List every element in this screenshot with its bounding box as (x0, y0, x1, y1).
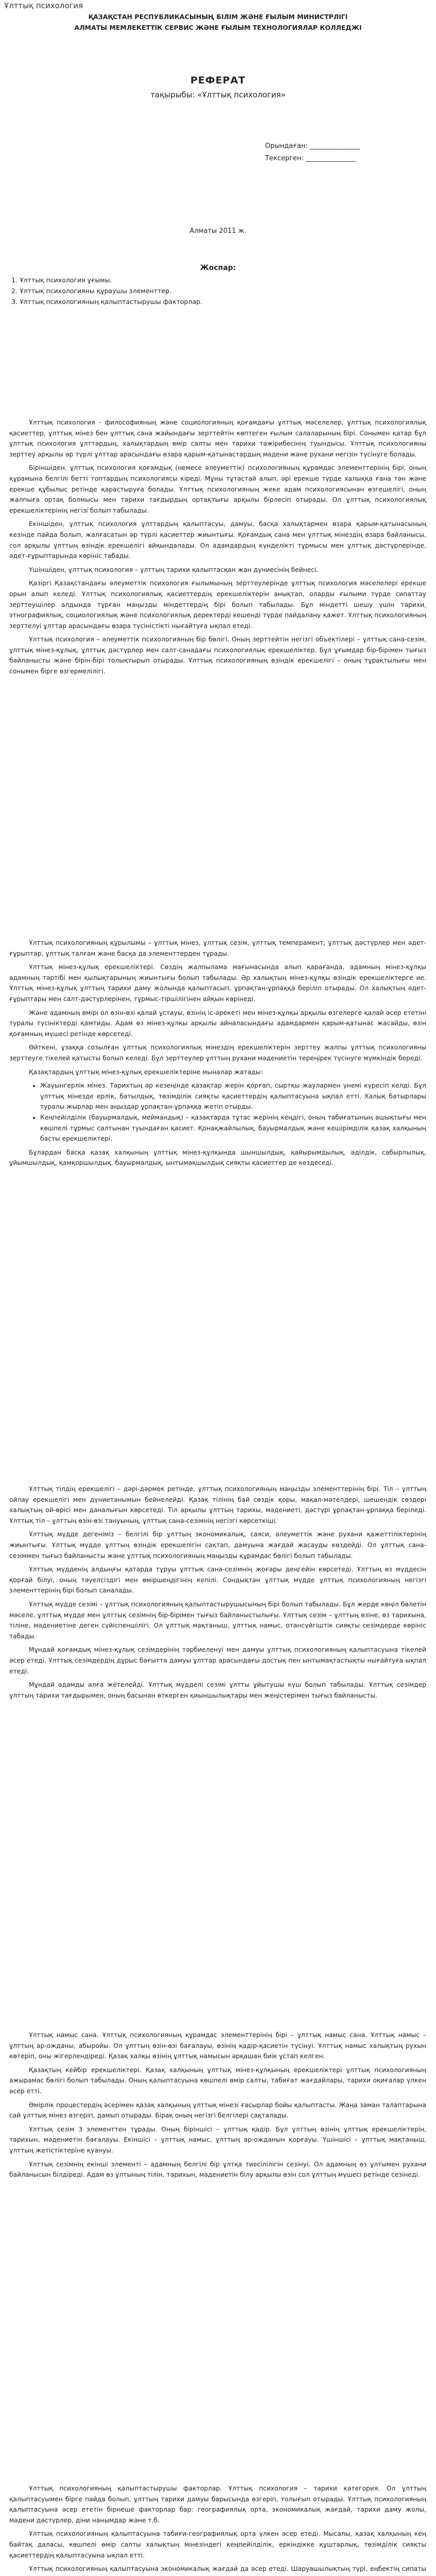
paragraph: Және адамның өмірі ол өзін-өзі қалай ұстауы, өзінің іс-әрекеті мен мінез-құлқы арқылы өзгелерге қалай әсер ететіні туралы түсініктерді қамтиды. Адам өз мінез-құлқы арқылы айналасындағы адамдармен қарым-қатынас жасайды, өзін қоғамның мүшесі ретінде көрсетеді. (9, 1009, 426, 1038)
checker-line: Тексерген: _______________ (265, 155, 356, 162)
paragraph: Біріншіден, ұлттық психология қоғамдық (немесе әлеуметтік) психологияның құрамдас элементтерінің бірі, оның құрамына белгілі бетті топтардың психологиясы кіреді. Мұны тұтастай алып, әрі ерекше түрде халыққа ғана тән және ерекше құбылыс ретінде қарастыруға болады. Ұлттық психологияның жеке адам психологиясынан өзгешелігі, оның жалпыға ортақ болмысы мен тарихи тағдырдың ортақтығы арқылы бірлесіп отырады. Ол ұлттық психологиялық ерекшеліктерінің негізі болып табылады. (9, 464, 426, 514)
paragraph: Қазіргі Қазақстандағы әлеуметтік психология ғылымының зерттеулерінде ұлттық психология мәселелері ерекше орын алып келеді. Ұлттық психологиялық қасиеттердің ерекшеліктерін анықтап, оларды ғылыми түрде сипаттау зерттеушілер алдында тұрған маңызды міндеттердің бірі болып табылады. Бұл міндетті шешу үшін тарихи, этнографиялық, социологиялық және психологиялық деректерді кешенді түрде пайдалану қажет. Ұлттық психологияның зерттелуі ұлттар арасындағы өзара түсіністікті нығайтуға ықпал етеді. (9, 580, 426, 630)
ministry-header: ҚАЗАҚСТАН РЕСПУБЛИКАСЫНЫҢ БІЛІМ ЖӘНЕ ҒЫЛЫМ МИНИСТРЛІГІ (88, 13, 348, 21)
paragraph: Ұлттық мүдде дегеніміз – белгілі бір ұлттың экономикалық, саяси, әлеуметтік және рухани қажеттіліктерінің жиынтығы. Ұлттық мүдде ұлттың өзіндік ерекшелігін сақтап, дамуына жағдай жасауды көздейді. Ол ұлттық сана-сезіммен тығыз байланысты және ұлттық психологияның маңызды құрамдас бөлігі болып табылады. (9, 1531, 426, 1560)
list-item: • Жауынгерлік мінез. Тарихтың әр кезеңінде қазақтар жерін қорғап, сыртқы жаулармен үнемі күресіп келді. Бұл ұлттық мінезде ерлік, батылдық, төзімділік сияқты қасиеттердің қалыптасуына ықпал етті. Халық батырлары туралы жырлар мен аңыздар ұрпақтан-ұрпаққа жетіп отырды. (40, 1080, 426, 1112)
section-elements (9, 938, 426, 1168)
section-honor (9, 2030, 426, 2180)
toc-item: 3. Ұлттық психологияның қалыптастырушы факторлар. (20, 296, 202, 307)
document-type: РЕФЕРАТ (190, 75, 246, 86)
paragraph: Мұндай адамды алға жетелейді. Ұлттық мүдделі сезімі ұлтты ұйытушы күш болып табылады. Ұлттық сезімдер ұлттың тарихи тағдырымен, оның басынан өткерген қиыншылықтары мен жеңістерімен тығыз байланысты. (9, 1681, 426, 1699)
performer-line: Орындаған: _______________ (265, 142, 360, 150)
section-factors (9, 2483, 426, 2576)
toc-item: 1. Ұлттық психология ұғымы. (20, 275, 202, 285)
page-title: Ұлттық психология (4, 1, 83, 10)
paragraph: Өмірлік процестердің әсерімен қазақ халқының ұлттық мінезі ғасырлар бойы қалыптасты. Жаңа заман талаптарына сай ұлттық мінез өзгеріп, дамып отырады. Бірақ оның негізгі белгілері сақталады. (9, 2101, 426, 2120)
toc-item: 2. Ұлттық психологияны құраушы элементтер. (20, 285, 202, 296)
section-language (9, 1484, 426, 1701)
paragraph: Ұлттық мүдде сезімі – ұлттық психологияның қалыптастырушысының бірі болып табылады. Бұл жерде көңіл бөлетін мәселе, ұлттық мүдде мен ұлттық сезімнің бір-бірімен тығыз байланыстылығы. Ұлттық сезім – ұлттың өзіне, өз тарихына, тіліне, мәдениетіне деген сүйіспеншілігі. Ол ұлттық мақтаныш, ұлттық намыс, отансүйгіштік сияқты сезімдерде көрініс табады. (9, 1600, 426, 1640)
paragraph: Екіншіден, ұлттық психология ұлттардың қалыптасуы, дамуы, басқа халықтармен өзара қарым-қатынасының кезінде пайда болып, жалғасатын әр түрлі қасиеттер жиынтығы. Қоғамдық сана мен ұлттық мінездің өзара байланысы, сол арқылы ұлттың өзіндік ерекшелігі айқындалады. Ол адамдардың күнделікті тұрмысы мен ұлттық дәстүрлерінде, әдет-ғұрыптарында көрініс табады. (9, 520, 426, 560)
paragraph: Қазақтардың ұлттық мінез-құлық ерекшеліктеріне мыналар жатады: (29, 1068, 263, 1076)
paragraph: Ұлттық психология - философияның және социологияның қоғамдағы ұлттық мәселелер, ұлттық психологиялық қасиеттер, ұлттық мінез бен ұлттық сана жайындағы зерттейтін көптеген ғылым салаларының бірі. Сонымен қатар бұл ұлттық психология ұлттардың, халықтардың өмір салты мен тарихи тәжірибесінің туындысы. Ұлттық психологияны зерттеу арқылы әр түрлі ұлттар арасындағы өзара қарым-қатынастардың мәдени және рухани негізін түсінуге болады. (9, 419, 426, 458)
paragraph: Ұлттық психологияның қалыптасуына табиғи-географиялық орта үлкен әсер етеді. Мысалы, қазақ халқының кең байтақ даласы, көшпелі өмір салты халықтың мінезіндегі кеңпейілділік, еркіндікке құштарлық, төзімділік сияқты қасиеттердің қалыптасуына ықпал етті. (9, 2530, 426, 2559)
city-year: Алматы 2011 ж. (189, 227, 247, 235)
toc-list (9, 275, 202, 307)
paragraph: Ұлттық тілдің ерекшелігі – дәрі-дәрмек ретінде, ұлттық психологияның маңызды элементтерінің бірі. Тіл – ұлттың ойлау ерекшелігі мен дүниетанымын бейнелейді. Қазақ тілінің бай сөздік қоры, мақал-мәтелдері, шешендік сөздері халықтың ой-өрісі мен даналығын көрсетеді. Тіл арқылы ұлттың тарихы, мәдениеті, дәстүрі ұрпақтан-ұрпаққа беріледі. Ұлттық тіл – ұлттың өзін-өзі тануының, ұлттық сана-сезімнің негізгі көрсеткіші. (9, 1485, 426, 1524)
paragraph: Өйткені, ұзаққа созылған ұлттық психологиялық мінездің ерекшеліктерін зерттеу жалпы ұлттық психологияны зерттеуге тікелей қатысты болып келеді. Бұл зерттеулер ұлттың рухани мәдениетін тереңірек түсінуге мүмкіндік береді. (9, 1044, 426, 1062)
paragraph: Ұлттық сезім 3 элементтен тұрады. Оның біріншісі – ұлттық қадір. Бұл ұлттың өзінің ұлттық ерекшеліктерін, тарихын, мәдениетін бағалауы. Екіншісі – ұлттық намыс, ұлттың ар-ожданын қорғауы. Үшіншісі – ұлттық мақтаныш, ұлттың жетістіктеріне қуануы. (9, 2125, 426, 2154)
paragraph: Үшіншіден, ұлттық психология – ұлттың тарихи қалыптасқан жан дүниесінің бейнесі. (29, 566, 319, 573)
paragraph: Ұлттық психологияның қалыптастырушы факторлар. Ұлттық психология – тарихи категория. Ол ұлттың қалыптасуымен бірге пайда болып, ұлттың тарихи дамуы барысында өзгеріп, толығып отырады. Ұлттық психологияның қалыптасуына әсер ететін бірнеше факторлар бар: географиялық орта, экономикалық жағдай, тарихи даму жолы, мәдени дәстүрлер, діни нанымдар және т.б. (9, 2485, 426, 2524)
traits-list (9, 1080, 426, 1144)
paragraph: Ұлттық психологияның құрылымы – ұлттық мінез, ұлттық сезім, ұлттық темперамент, ұлттық дәстүрлер мен әдет-ғұрыптар, ұлттық талғам және басқа да элементтерден тұрады. (9, 939, 426, 957)
topic-line: тақырыбы: «Ұлттық психология» (150, 90, 286, 99)
paragraph: Ұлттық сезімнің екінші элементі – адамның белгілі бір ұлтқа тиесілілігін сезінуі. Ол адамның өз ұлтымен рухани байланысын білдіреді. Адам өз ұлтының тілін, тарихын, мәдениетін білу арқылы өзін сол ұлттың мүшесі ретінде сезінеді. (9, 2160, 426, 2179)
section-concept (9, 417, 426, 677)
list-item: • Кеңпейілділік (бауырмалдық, меймандық) – қазақтарда тұтас жерінің кеңдігі, оның табиғатының ашықтығы мен көшпелі тұрмыс салтынан туындаған қасиет. Қонақжайлылық, бауырмалдық және кешірімділік қазақ халқының басты ерекшеліктері. (40, 1112, 426, 1144)
paragraph: Ұлттық мүдденің алдыңғы қатарда тұруы ұлттық сана-сезімнің жоғары деңгейін көрсетеді. Ұлттың өз мүддесін қорғай білуі, оның тәуелсіздігі мен өміршеңдігінің кепілі. Сондықтан ұлттық мүдде ұлттық психологияның негізгі элементтерінің бірі болып саналады. (9, 1566, 426, 1595)
paragraph: Ұлттық психология – әлеуметтік психологияның бір бөлігі. Оның зерттейтін негізгі объектілері – ұлттық сана-сезім, ұлттық мінез-құлық, ұлттық дәстүрлер мен салт-санадағы психологиялық ерекшеліктер. Бұл ұғымдар бір-бірімен тығыз байланысты және бірін-бірі толықтырып отырады. Ұлттық психологияның өзіндік ерекшелігі – оның тұрақтылығы мен сонымен бірге өзгермелілігі. (9, 636, 426, 675)
toc-title: Жоспар: (200, 264, 236, 272)
paragraph: Ұлттық психологияның қалыптасуына экономикалық жағдай да әсер етеді. Шаруашылықтың түрі, еңбектің сипаты (29, 2565, 426, 2573)
paragraph: Ұлттық мінез-құлық ерекшеліктері. Сөздің жалпылама мағынасында алып қарағанда, адамның мінез-құлқы адамның тәртібі мен қылықтарының жиынтығы болып табылады. Әр халықтың мінез-құлқы өзіндік ерекшеліктерге ие. Ұлттық мінез-құлық ұлттың тарихи даму жолында қалыптасып, ұрпақтан-ұрпаққа беріліп отырады. Ол халықтың әдет-ғұрыптары мен салт-дәстүрлерінен, тұрмыс-тіршілігінен айқын көрінеді. (9, 963, 426, 1003)
paragraph: Бұлардан басқа қазақ халқының ұлттық мінез-құлқында шыншылдық, қайырымдылық, әділдік, сабырлылық, ұйымшылдық, қамқоршылдық, бауырмалдық, ынтымақшылдық сияқты қасиеттер де кездеседі. (9, 1148, 426, 1167)
paragraph: Мұндай қоғамдық мінез-құлық сезімдерінің тәрбиеленуі мен дамуы ұлттық психологияның қалыптасуына тікелей әсер етеді. Ұлттық сезімдердің дұрыс бағытта дамуы ұлттар арасындағы достық пен ынтымақтастықты нығайтуға ықпал етеді. (9, 1646, 426, 1675)
paragraph: Ұлттық намыс сана. Ұлттық психологияның құрамдас элементтерінің бірі – ұлттық намыс сана. Ұлттық намыс – ұлттың ар-ожданы, абыройы. Ол ұлттың өзін-өзі бағалауы, өзінің қадір-қасиетін түсінуі. Ұлттық намыс халықтың рухын көтеріп, оны жігерлендіреді. Қазақ халқы өзінің ұлттық намысын әрқашан биік ұстап келген. (9, 2031, 426, 2060)
college-header: АЛМАТЫ МЕМЛЕКЕТТІК СЕРВИС ЖӘНЕ ҒЫЛЫМ ТЕХНОЛОГИЯЛАР КОЛЛЕДЖІ (74, 24, 362, 31)
paragraph: Қазақтың кейбір ерекшеліктері. Қазақ халқының ұлттық мінез-құлқының ерекшеліктері ұлттық психологияның ажырамас бөлігі болып табылады. Оның қалыптасуына көшпелі өмір салты, табиғат жағдайлары, тарихи оқиғалар үлкен әсер етті. (9, 2066, 426, 2095)
